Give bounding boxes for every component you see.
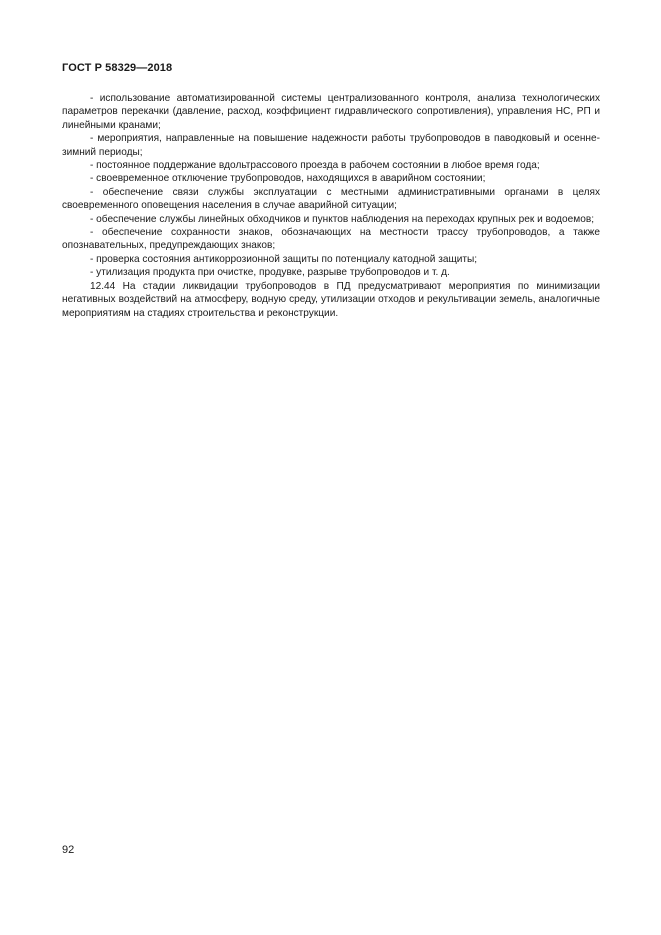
- list-item: - постоянное поддержание вдольтрассового проезда в рабочем состоянии в любое время года;: [90, 160, 540, 172]
- section-paragraph: 12.44 На стадии ликвидации трубопроводов в ПД предусматривают мероприятия по минимизации негативных воздействий на атмосферу, водную среду, утилизации отходов и рекультивации земель, аналогичные мероприятиям на стадиях строительства и реконструкции.: [62, 280, 600, 319]
- page-number: 92: [62, 844, 75, 856]
- document-header: ГОСТ Р 58329—2018: [62, 62, 173, 74]
- list-item: - мероприятия, направленные на повышение надежности работы трубопроводов в паводковый и осенне-зимний периоды;: [62, 133, 600, 158]
- list-item: - использование автоматизированной системы централизованного контроля, анализа технологических параметров перекачки (давление, расход, коэффициент гидравлического сопротивления), управления НС, РП и линейными кранами;: [62, 93, 600, 131]
- list-item: - обеспечение связи службы эксплуатации с местными административными органами в целях своевременного оповещения населения в случае аварийной ситуации;: [62, 186, 600, 212]
- list-item: - обеспечение сохранности знаков, обозначающих на местности трассу трубопроводов, а также опознавательных, предупреждающих знаков;: [62, 227, 600, 252]
- list-item: - утилизация продукта при очистке, продувке, разрыве трубопроводов и т. д.: [90, 267, 450, 279]
- list-item: - обеспечение службы линейных обходчиков и пунктов наблюдения на переходах крупных рек и водоемов;: [90, 213, 594, 225]
- list-item: - проверка состояния антикоррозионной защиты по потенциалу катодной защиты;: [90, 253, 478, 265]
- list-item: - своевременное отключение трубопроводов, находящихся в аварийном состоянии;: [90, 173, 486, 185]
- document-body: [62, 92, 600, 320]
